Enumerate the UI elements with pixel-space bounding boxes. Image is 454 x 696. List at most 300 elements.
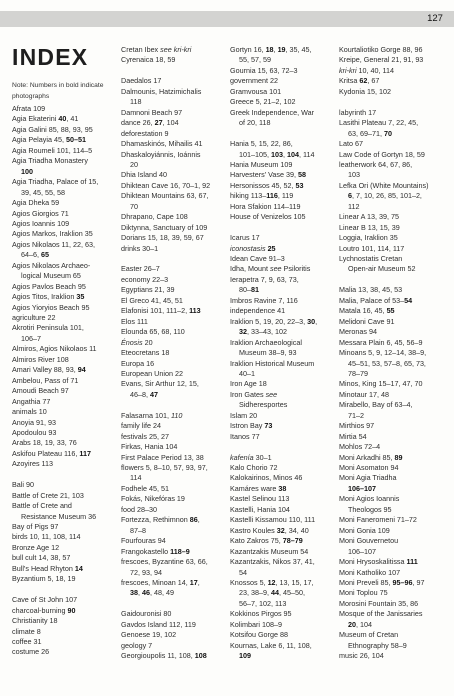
index-text: , 97: [412, 577, 425, 587]
index-text: leatherwork 64, 67, 86,: [339, 159, 413, 169]
index-text: deforestation 9: [121, 128, 169, 138]
index-entry: [348, 170, 360, 179]
photo-page-ref: 20: [348, 619, 356, 629]
photo-page-ref: 86: [189, 515, 198, 525]
index-entry: [121, 505, 157, 514]
index-text: Istron Bay: [230, 421, 265, 431]
index-text: , 114: [298, 149, 315, 159]
index-text: Anoyia 91, 93: [12, 417, 56, 427]
index-text: geology 7: [121, 640, 153, 650]
index-text: 10, 40, 114: [356, 65, 394, 75]
index-text: , 67: [367, 76, 380, 86]
index-entry: [121, 620, 196, 629]
index-text: economy 22–3: [121, 274, 169, 284]
index-text: Kritsa: [339, 76, 360, 86]
index-text: House of Venizelos 105: [230, 212, 306, 222]
index-text: 110: [170, 410, 183, 420]
index-entry: [12, 564, 83, 573]
index-text: 114: [130, 473, 142, 483]
index-entry: [339, 651, 384, 660]
index-entry: [348, 369, 368, 378]
photo-page-ref: 32: [276, 525, 285, 535]
index-entry: [348, 129, 392, 138]
index-text: iconostasis: [230, 243, 266, 253]
index-text: charcoal-burning: [12, 605, 68, 615]
index-text: Knossos 5,: [230, 577, 268, 587]
index-text: Agios Titos, Iraklion: [12, 292, 77, 302]
index-entry: [12, 480, 34, 489]
photo-page-ref: 54: [404, 295, 413, 305]
photo-page-ref: 38: [278, 483, 287, 493]
photo-page-ref: 50–51: [65, 135, 86, 145]
photo-page-ref: 30: [307, 316, 316, 326]
index-entry: [230, 160, 292, 169]
photo-page-ref: 44: [270, 588, 279, 598]
photo-page-ref: 35: [76, 292, 85, 302]
index-text: Agios Ioannis 109: [12, 218, 70, 228]
index-text: , 34, 40: [284, 525, 309, 535]
index-text: see: [269, 264, 282, 274]
index-entry: [230, 526, 309, 535]
index-text: Idean Cave 91–3: [230, 254, 285, 263]
index-entry: [121, 515, 200, 524]
index-text: Agia Roumeli 101, 114–5: [12, 145, 93, 155]
index-entry: [230, 359, 314, 368]
index-text: Ethnography 58–9: [348, 640, 407, 650]
index-text: Kastelli Kissamou 110, 111: [230, 515, 316, 525]
index-text: ,: [197, 577, 200, 587]
index-entry: [12, 606, 76, 615]
index-entry: [12, 282, 86, 291]
index-text: Mirabello, Bay of 63–4,: [339, 400, 413, 410]
index-entry: [230, 494, 289, 503]
index-entry: [348, 505, 392, 514]
photo-page-ref: 73: [264, 421, 273, 431]
index-text: 20: [130, 159, 138, 169]
index-text: Kotsifou Gorge 88: [230, 630, 288, 640]
index-text: independence 41: [230, 306, 286, 316]
index-text: labyrinth 17: [339, 107, 377, 117]
index-entry: [12, 156, 88, 165]
index-entry: [121, 233, 204, 242]
index-entry: [21, 334, 41, 343]
index-text: Askifou Plateau 116,: [12, 448, 80, 458]
index-text: logical Museum 65: [21, 271, 81, 281]
index-entry: [339, 494, 399, 503]
index-entry: [12, 104, 45, 113]
index-text: ,: [273, 45, 278, 54]
index-text: Egyptians 21, 39: [121, 285, 175, 295]
index-text: 63, 69–71,: [348, 128, 384, 138]
index-entry: [339, 254, 402, 263]
index-text: Sidheresportes: [239, 400, 288, 410]
index-text: costume 26: [12, 647, 50, 657]
index-entry: [12, 627, 41, 636]
index-entry: [339, 536, 398, 545]
index-text: Agios Nikolaos 11, 22, 63,: [12, 239, 95, 249]
index-entry: [121, 223, 207, 232]
index-entry: [121, 87, 201, 96]
photo-page-ref: 90: [67, 605, 76, 615]
index-entry: [121, 379, 199, 388]
index-text: Minos, King 15–17, 47, 70: [339, 379, 423, 389]
index-text: Psiloritis: [281, 264, 311, 274]
index-entry: [21, 167, 33, 176]
index-entry: [230, 338, 302, 347]
index-entry: [339, 400, 413, 409]
index-entry: [230, 264, 310, 273]
index-entry: [12, 261, 90, 270]
index-entry: [239, 568, 247, 577]
index-entry: [339, 181, 428, 190]
index-entry: [230, 212, 306, 221]
index-entry: [339, 139, 363, 148]
index-text: Elounda 65, 68, 110: [121, 327, 185, 337]
photo-page-ref: 100: [21, 166, 33, 176]
index-text: 80–: [239, 285, 251, 295]
index-text: Moni Asomaton 94: [339, 463, 399, 472]
index-entry: [121, 181, 210, 190]
index-text: 70: [130, 201, 138, 211]
index-text: Battle of Crete and: [12, 501, 72, 511]
index-entry: [12, 209, 69, 218]
index-entry: [121, 411, 182, 420]
index-text: Énosis: [121, 337, 143, 347]
index-entry: [12, 114, 78, 123]
index-entry: [239, 599, 286, 608]
index-text: Falasarna 101,: [121, 410, 171, 420]
index-entry: [130, 568, 162, 577]
index-text: climate 8: [12, 626, 41, 636]
index-text: 106–107: [348, 546, 376, 556]
index-entry: [121, 421, 161, 430]
index-text: coffee 31: [12, 636, 42, 646]
index-text: family life 24: [121, 421, 161, 431]
index-entry: [339, 76, 379, 85]
index-entry: [21, 512, 96, 521]
index-text: Kournas, Lake 6, 11, 108,: [230, 640, 312, 650]
index-text: Fodhele 45, 51: [121, 483, 169, 493]
index-text: 30–1: [253, 452, 272, 462]
index-entry: [12, 386, 69, 395]
index-text: Lasithi Plateau 7, 22, 45,: [339, 118, 419, 128]
index-text: Mosque of the Janissaries: [339, 609, 423, 619]
index-text: Easter 26–7: [121, 264, 160, 274]
index-text: 103: [348, 170, 360, 180]
index-entry: [339, 296, 412, 305]
index-entry: [339, 55, 423, 64]
index-entry: [121, 275, 168, 284]
index-text: Gaidouronisi 80: [121, 609, 172, 619]
index-text: Imbros Ravine 7, 116: [230, 295, 298, 305]
index-entry: [121, 432, 169, 441]
photo-page-ref: 27: [154, 118, 163, 128]
index-entry: [230, 505, 290, 514]
index-entry: [12, 522, 58, 531]
index-entry: [12, 397, 50, 406]
index-text: , 7, 10, 26, 85, 101–2,: [352, 191, 422, 201]
index-text: Museum of Cretan: [339, 630, 399, 640]
index-text: Cyrenaica 18, 59: [121, 55, 176, 65]
index-text: First Palace Period 13, 38: [121, 452, 204, 462]
index-text: Kastro Koules: [230, 525, 277, 535]
index-entry: [339, 150, 425, 159]
index-text: kafenía: [230, 452, 254, 462]
photo-page-ref: 103: [270, 149, 283, 159]
index-text: Bali 90: [12, 480, 34, 490]
index-text: El Greco 41, 45, 51: [121, 295, 183, 305]
index-entry: [230, 641, 312, 650]
index-text: 46–8,: [130, 389, 150, 399]
index-text: Kalokairinos, Minos 46: [230, 473, 303, 483]
index-text: see kri-kri: [160, 45, 192, 54]
index-entry: [348, 191, 422, 200]
index-text: Gavdos Island 112, 119: [121, 619, 196, 629]
photo-page-ref: 94: [77, 365, 86, 375]
index-entry: [12, 595, 77, 604]
index-entry: [339, 285, 402, 294]
index-text: flowers 5, 8–10, 57, 93, 97,: [121, 463, 208, 472]
index-text: Kazantzakis, Nikos 37, 41,: [230, 557, 315, 567]
index-entry: [230, 411, 257, 420]
photo-page-ref: 38: [130, 588, 138, 598]
index-text: Europa 16: [121, 358, 155, 368]
photo-page-ref: 6: [348, 191, 352, 201]
index-text: Cretan Ibex: [121, 45, 161, 54]
photo-page-ref: 17: [189, 577, 198, 587]
index-text: Open-air Museum 52: [348, 264, 416, 274]
index-entry: [121, 118, 179, 127]
index-entry: [12, 637, 41, 646]
index-text: Melidoni Cave 91: [339, 316, 395, 326]
index-text: Almiros River 108: [12, 354, 69, 364]
index-entry: [121, 578, 200, 587]
index-entry: [121, 306, 201, 315]
index-entry: [339, 306, 395, 315]
index-entry: [121, 296, 183, 305]
index-entry: [121, 369, 183, 378]
index-text: Mirtia 54: [339, 431, 367, 441]
index-entry: [230, 244, 276, 253]
photo-page-ref: 55: [386, 306, 395, 316]
index-entry: [230, 463, 278, 472]
index-text: Moni Gonia 109: [339, 525, 390, 535]
index-entry: [12, 438, 77, 447]
index-entry: [121, 76, 161, 85]
index-text: Azoyires 113: [12, 459, 54, 469]
photo-page-ref: 32: [239, 327, 247, 337]
photo-page-ref: 46: [142, 588, 150, 598]
index-text: , 104: [356, 619, 372, 629]
index-text: Idha, Mount: [230, 264, 270, 274]
index-text: European Union 22: [121, 368, 183, 378]
index-entry: [121, 338, 153, 347]
index-text: Afrata 109: [12, 104, 46, 113]
index-entry: [348, 264, 416, 273]
index-text: Eteocretans 18: [121, 348, 170, 358]
index-entry: [12, 407, 47, 416]
index-entry: [121, 191, 209, 200]
index-entry: [12, 313, 56, 322]
index-entry: [339, 160, 412, 169]
index-entry: [121, 348, 169, 357]
index-text: Loutro 101, 114, 117: [339, 243, 405, 253]
index-text: Dhaskaloyiánnis, Ioánnis: [121, 149, 201, 159]
photo-page-ref: 106–107: [348, 483, 376, 493]
index-entry: [121, 547, 190, 556]
index-text: Amoudi Beach 97: [12, 386, 69, 396]
index-text: Daedalos 17: [121, 76, 162, 86]
index-entry: [239, 327, 287, 336]
index-entry: [230, 45, 312, 54]
index-text: see: [265, 389, 278, 399]
index-text: Georgioupolis 11, 108,: [121, 651, 195, 661]
index-text: 112: [348, 201, 360, 211]
index-entry: [239, 118, 270, 127]
index-text: Iron Gates: [230, 389, 266, 399]
page-number: 127: [416, 11, 454, 27]
index-entry: [339, 453, 403, 462]
index-text: Hania 5, 15, 22, 86,: [230, 139, 293, 149]
index-text: Dhamaskinós, Mihailis 41: [121, 139, 203, 149]
index-text: government 22: [230, 76, 278, 86]
index-text: , 35, 45,: [285, 45, 312, 54]
index-entry: [121, 536, 166, 545]
index-entry: [230, 296, 298, 305]
index-text: birds 10, 11, 108, 114: [12, 532, 81, 542]
index-entry: [130, 160, 138, 169]
index-entry: [239, 400, 287, 409]
index-entry: [230, 233, 260, 242]
index-entry: [12, 135, 86, 144]
photo-page-ref: 81: [251, 285, 259, 295]
index-text: Law Code of Gortyn 18, 59: [339, 149, 425, 159]
index-entry: [230, 108, 314, 117]
index-text: Dorians 15, 18, 39, 59, 67: [121, 233, 204, 243]
index-entry: [121, 45, 191, 54]
index-entry: [12, 219, 69, 228]
index-entry: [339, 588, 388, 597]
index-text: Kydonia 15, 102: [339, 86, 391, 96]
index-entry: [12, 553, 70, 562]
index-text: Elos 111: [121, 316, 148, 326]
index-text: Amari Valley 88, 93,: [12, 365, 78, 375]
index-entry: [12, 647, 49, 656]
photo-page-ref: 113: [189, 306, 201, 316]
index-text: Bull's Head Rhyton: [12, 563, 75, 573]
index-entry: [12, 574, 76, 583]
index-text: Kato Zakros 75,: [230, 536, 283, 546]
index-entry: [230, 515, 315, 524]
index-entry: [12, 355, 69, 364]
index-text: Agios Nikolaos Archaeo-: [12, 260, 91, 270]
index-text: Harvesters' Vase 39,: [230, 170, 298, 180]
index-text: Moni Arkadhi 85,: [339, 452, 395, 462]
index-entry: [12, 449, 91, 458]
index-text: Firkas, Hania 104: [121, 442, 178, 452]
index-entry: [339, 421, 374, 430]
index-entry: [12, 323, 84, 332]
bold-note: Note: Numbers in bold indicate photographs: [12, 82, 104, 100]
index-entry: [348, 359, 426, 368]
page-title: INDEX: [12, 44, 89, 70]
index-text: Dalmounis, Hatzimichalis: [121, 86, 202, 96]
index-entry: [230, 254, 285, 263]
index-text: music 26, 104: [339, 651, 384, 661]
index-entry: [339, 108, 376, 117]
photo-page-ref: 117: [79, 448, 92, 458]
index-entry: [230, 202, 300, 211]
index-entry: [121, 55, 175, 64]
index-entry: [339, 338, 423, 347]
photo-page-ref: 116: [266, 191, 278, 201]
index-entry: [339, 609, 423, 618]
index-entry: [121, 453, 204, 462]
index-entry: [230, 557, 315, 566]
index-text: Lychnostatis Cretan: [339, 254, 403, 263]
index-text: Greece 5, 21–2, 102: [230, 97, 296, 107]
index-text: drinks 30–1: [121, 243, 159, 253]
photo-page-ref: 18: [265, 45, 274, 54]
photo-page-ref: 104: [286, 149, 299, 159]
index-entry: [339, 630, 398, 639]
index-entry: [348, 641, 407, 650]
index-text: Dhia Island 40: [121, 170, 167, 180]
index-entry: [339, 233, 398, 242]
index-entry: [121, 484, 169, 493]
index-text: kri-kri: [339, 65, 357, 75]
index-entry: [12, 491, 84, 500]
index-entry: [239, 588, 305, 597]
index-entry: [121, 494, 185, 503]
index-entry: [12, 543, 59, 552]
index-entry: [339, 87, 391, 96]
index-text: Moni Gouvernetou: [339, 536, 399, 546]
index-text: Fortezza, Rethimnon: [121, 515, 190, 525]
index-entry: [230, 536, 303, 545]
index-text: bull cult 14, 38, 57: [12, 553, 71, 563]
index-text: 64–6,: [21, 250, 41, 260]
index-text: Fourfouras 94: [121, 536, 166, 546]
index-text: Agios Pavlos Beach 95: [12, 281, 86, 291]
index-entry: [12, 532, 80, 541]
index-entry: [339, 515, 417, 524]
index-text: Minotaur 17, 48: [339, 389, 389, 399]
index-text: Kreipe, General 21, 91, 93: [339, 55, 424, 65]
index-entry: [12, 177, 98, 186]
index-entry: [130, 97, 141, 106]
index-entry: [339, 599, 418, 608]
index-entry: [230, 306, 285, 315]
photo-page-ref: 25: [267, 243, 276, 253]
index-entry: [339, 348, 426, 357]
index-entry: [12, 125, 93, 134]
index-entry: [230, 432, 260, 441]
index-entry: [230, 547, 308, 556]
index-entry: [121, 327, 185, 336]
index-entry: [239, 150, 314, 159]
index-text: Moni Toplou 75: [339, 588, 388, 598]
index-text: Agia Dheka 59: [12, 198, 60, 208]
photo-page-ref: 62: [359, 76, 368, 86]
index-entry: [12, 344, 97, 353]
index-entry: [348, 411, 364, 420]
index-text: , 48, 49: [150, 588, 174, 598]
photo-page-ref: 58: [297, 170, 306, 180]
index-text: Iraklion Historical Museum: [230, 358, 315, 368]
index-text: Messara Plain 6, 45, 56–9: [339, 337, 423, 347]
index-text: Theologos 95: [348, 504, 392, 514]
